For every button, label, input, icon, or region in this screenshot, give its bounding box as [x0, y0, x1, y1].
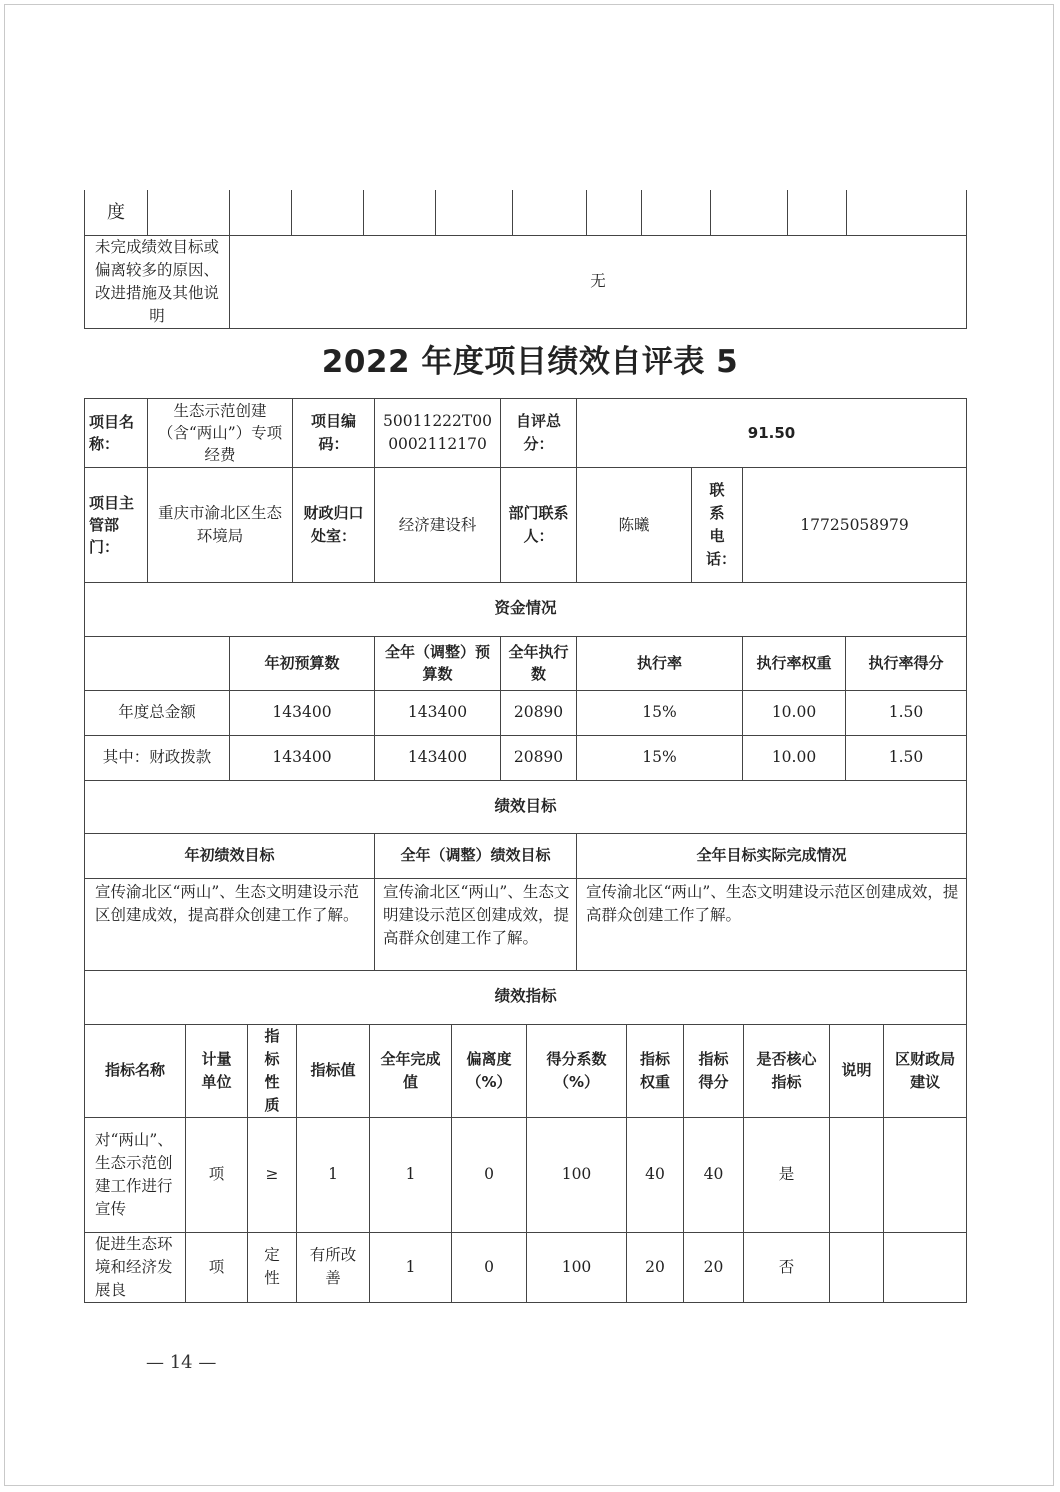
- table-cell: 有所改善: [297, 1232, 370, 1302]
- phone-label: 联系电话：: [692, 468, 743, 583]
- dept-value: 重庆市渝北区生态环境局: [148, 468, 293, 583]
- empty-cell: [642, 190, 711, 235]
- indicator-header-cell: 全年完成值: [370, 1024, 452, 1117]
- table-cell: 其中：财政拨款: [85, 735, 230, 780]
- table-cell: 否: [744, 1232, 830, 1302]
- table-cell: 143400: [230, 690, 375, 735]
- actual-completion-text: 宣传渝北区“两山”、生态文明建设示范区创建成效，提高群众创建工作了解。: [577, 878, 967, 970]
- empty-cell: [364, 190, 436, 235]
- empty-cell: [436, 190, 513, 235]
- funds-header-cell: 全年（调整）预算数: [375, 636, 501, 690]
- table-cell: 1.50: [846, 735, 967, 780]
- table-cell: 10.00: [743, 690, 846, 735]
- unmet-goals-value: 无: [230, 235, 967, 328]
- indicator-header-cell: 区财政局建议: [884, 1024, 967, 1117]
- indicator-header-cell: 得分系数（%）: [527, 1024, 627, 1117]
- project-info-table: [84, 398, 967, 583]
- table-cell: 0: [452, 1232, 527, 1302]
- funds-header-cell: 执行率权重: [743, 636, 846, 690]
- table-cell: [830, 1117, 884, 1232]
- table-row: [85, 1117, 967, 1232]
- goals-section-title: 绩效目标: [85, 780, 967, 833]
- empty-cell: [847, 190, 967, 235]
- table-cell: 143400: [375, 690, 501, 735]
- table-cell: 15%: [577, 735, 743, 780]
- table-row: [85, 1232, 967, 1302]
- previous-table-fragment: [84, 190, 967, 329]
- table-cell: 1: [297, 1117, 370, 1232]
- empty-cell: [230, 190, 292, 235]
- finance-value: 经济建设科: [375, 468, 501, 583]
- indicator-header-cell: 指标权重: [627, 1024, 684, 1117]
- table-cell: 项: [186, 1117, 248, 1232]
- table-cell: [830, 1232, 884, 1302]
- indicator-name-cell: 促进生态环境和经济发展良: [85, 1232, 186, 1302]
- deviation-label-cell: 度: [85, 190, 148, 235]
- finance-label: 财政归口处室：: [293, 468, 375, 583]
- indicator-header-cell: 指标值: [297, 1024, 370, 1117]
- contact-value: 陈曦: [577, 468, 692, 583]
- indicator-name-cell: 对“两山”、生态示范创建工作进行宣传: [85, 1117, 186, 1232]
- table-cell: 定性: [248, 1232, 297, 1302]
- table-cell: 1: [370, 1232, 452, 1302]
- table-cell: 100: [527, 1117, 627, 1232]
- funds-table: [84, 582, 967, 781]
- indicator-header-cell: 指标名称: [85, 1024, 186, 1117]
- funds-header-cell: 全年执行数: [501, 636, 577, 690]
- table-cell: 1: [370, 1117, 452, 1232]
- empty-cell: [148, 190, 230, 235]
- initial-goal-text: 宣传渝北区“两山”、生态文明建设示范区创建成效，提高群众创建工作了解。: [85, 878, 375, 970]
- funds-header-cell: 执行率得分: [846, 636, 967, 690]
- indicators-section-title: 绩效指标: [85, 970, 967, 1024]
- table-cell: 100: [527, 1232, 627, 1302]
- empty-cell: [292, 190, 364, 235]
- indicator-header-cell: 是否核心指标: [744, 1024, 830, 1117]
- table-cell: 143400: [375, 735, 501, 780]
- score-value: 91.50: [577, 399, 967, 468]
- empty-cell: [711, 190, 788, 235]
- table-cell: 15%: [577, 690, 743, 735]
- adjusted-goal-text: 宣传渝北区“两山”、生态文明建设示范区创建成效，提高群众创建工作了解。: [375, 878, 577, 970]
- table-cell: [884, 1232, 967, 1302]
- table-cell: 是: [744, 1117, 830, 1232]
- dept-label: 项目主管部门：: [85, 468, 148, 583]
- indicator-header-cell: 计量单位: [186, 1024, 248, 1117]
- contact-label: 部门联系人：: [501, 468, 577, 583]
- goals-table: [84, 780, 967, 971]
- funds-header-cell: 执行率: [577, 636, 743, 690]
- indicator-header-cell: 说明: [830, 1024, 884, 1117]
- table-cell: 143400: [230, 735, 375, 780]
- phone-value: 17725058979: [743, 468, 967, 583]
- table-row: [85, 735, 967, 780]
- goals-header-cell: 全年（调整）绩效目标: [375, 833, 577, 878]
- funds-section-title: 资金情况: [85, 582, 967, 636]
- table-cell: 0: [452, 1117, 527, 1232]
- indicator-header-cell: 指标得分: [684, 1024, 744, 1117]
- project-name-label: 项目名称：: [85, 399, 148, 468]
- page-title: 2022 年度项目绩效自评表 5: [321, 344, 739, 380]
- table-cell: 40: [627, 1117, 684, 1232]
- empty-cell: [587, 190, 642, 235]
- table-cell: 项: [186, 1232, 248, 1302]
- goals-header-cell: 全年目标实际完成情况: [577, 833, 967, 878]
- table-cell: 20: [684, 1232, 744, 1302]
- unmet-goals-label: 未完成绩效目标或偏离较多的原因、改进措施及其他说明: [85, 235, 230, 328]
- table-cell: 40: [684, 1117, 744, 1232]
- project-name-value: 生态示范创建（含“两山”）专项经费: [148, 399, 293, 468]
- project-code-value: 50011222T000002112170: [375, 399, 501, 468]
- table-cell: 20: [627, 1232, 684, 1302]
- indicator-header-cell: 偏离度（%）: [452, 1024, 527, 1117]
- table-cell: ≥: [248, 1117, 297, 1232]
- indicator-header-cell: 指标性质: [248, 1024, 297, 1117]
- table-cell: [884, 1117, 967, 1232]
- indicators-table: [84, 970, 967, 1303]
- table-cell: 20890: [501, 690, 577, 735]
- score-label: 自评总分：: [501, 399, 577, 468]
- project-code-label: 项目编码：: [293, 399, 375, 468]
- table-cell: 20890: [501, 735, 577, 780]
- goals-header-cell: 年初绩效目标: [85, 833, 375, 878]
- page-number: — 14 —: [146, 1352, 217, 1373]
- table-cell: 10.00: [743, 735, 846, 780]
- funds-header-cell: 年初预算数: [230, 636, 375, 690]
- table-row: [85, 690, 967, 735]
- empty-cell: [513, 190, 587, 235]
- funds-header-cell: [85, 636, 230, 690]
- empty-cell: [788, 190, 847, 235]
- table-cell: 年度总金额: [85, 690, 230, 735]
- table-cell: 1.50: [846, 690, 967, 735]
